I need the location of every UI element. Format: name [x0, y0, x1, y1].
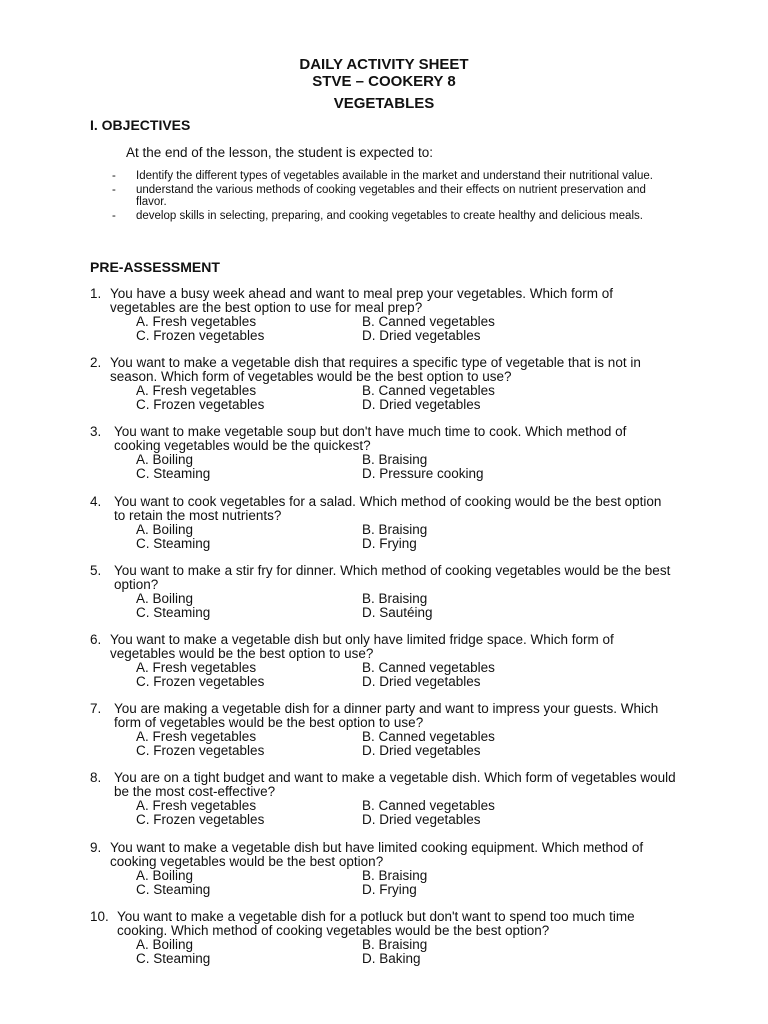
question-text-line1: You have a busy week ahead and want to meal prep your vegetables. Which form of — [110, 286, 614, 301]
option-b: B. Canned vegetables — [362, 798, 495, 813]
question-text-line1: You want to make a vegetable dish that requires a specific type of vegetable that is not in — [110, 355, 641, 370]
objectives-intro: At the end of the lesson, the student is expected to: — [126, 145, 433, 160]
option-b: B. Canned vegetables — [362, 660, 495, 675]
option-c: C. Frozen vegetables — [136, 328, 265, 343]
question-text-line1: You want to make a vegetable dish but have limited cooking equipment. Which method of — [110, 840, 644, 855]
question-text-line2: vegetables would be the best option to use? — [110, 646, 374, 661]
question-text-line2: be the most cost-effective? — [114, 784, 276, 799]
objectives-list — [0, 170, 768, 223]
option-d: D. Dried vegetables — [362, 812, 481, 827]
option-d: D. Dried vegetables — [362, 397, 481, 412]
sheet-subtitle: STVE – COOKERY 8 — [312, 73, 456, 90]
option-c: C. Frozen vegetables — [136, 743, 265, 758]
option-a: A. Boiling — [136, 452, 194, 467]
question-text-line2: cooking vegetables would be the best option? — [110, 854, 384, 869]
question-number: 7. — [90, 701, 102, 716]
option-b: B. Braising — [362, 868, 428, 883]
option-d: D. Dried vegetables — [362, 743, 481, 758]
question-item — [0, 841, 768, 903]
option-d: D. Pressure cooking — [362, 466, 484, 481]
question-text-line1: You are on a tight budget and want to make a vegetable dish. Which form of vegetables would — [114, 770, 676, 785]
question-text-line2: option? — [114, 577, 159, 592]
option-c: C. Steaming — [136, 951, 211, 966]
option-b: B. Canned vegetables — [362, 314, 495, 329]
option-d: D. Sautéing — [362, 605, 433, 620]
option-b: B. Braising — [362, 522, 428, 537]
option-a: A. Fresh vegetables — [136, 314, 257, 329]
question-number: 3. — [90, 424, 102, 439]
question-item — [0, 702, 768, 764]
question-text-line2: vegetables are the best option to use for meal prep? — [110, 300, 423, 315]
question-item — [0, 910, 768, 972]
option-d: D. Dried vegetables — [362, 674, 481, 689]
question-text-line1: You want to make a vegetable dish for a potluck but don't want to spend too much time — [117, 909, 635, 924]
question-text-line1: You want to make a stir fry for dinner. Which method of cooking vegetables would be the best — [114, 563, 671, 578]
option-d: D. Baking — [362, 951, 421, 966]
topic-title: VEGETABLES — [333, 95, 435, 112]
bullet-dash: - — [112, 170, 116, 182]
option-b: B. Braising — [362, 591, 428, 606]
option-c: C. Steaming — [136, 466, 211, 481]
question-item — [0, 633, 768, 695]
bullet-dash: - — [112, 209, 116, 222]
bullet-dash: - — [112, 183, 116, 196]
question-text-line2: to retain the most nutrients? — [114, 508, 282, 523]
question-text-line2: cooking vegetables would be the quickest? — [114, 438, 371, 453]
option-d: D. Frying — [362, 882, 417, 897]
option-c: C. Steaming — [136, 536, 211, 551]
option-a: A. Boiling — [136, 522, 194, 537]
option-a: A. Boiling — [136, 591, 194, 606]
objective-item — [0, 170, 676, 183]
question-text-line2: form of vegetables would be the best option to use? — [114, 715, 424, 730]
option-a: A. Fresh vegetables — [136, 660, 257, 675]
option-c: C. Steaming — [136, 882, 211, 897]
objective-text: develop skills in selecting, preparing, and cooking vegetables to create healthy and delicious meals. — [136, 209, 643, 222]
option-c: C. Frozen vegetables — [136, 674, 265, 689]
question-text-line1: You want to make vegetable soup but don't have much time to cook. Which method of — [114, 424, 627, 439]
question-number: 5. — [90, 563, 102, 578]
option-b: B. Braising — [362, 937, 428, 952]
option-b: B. Canned vegetables — [362, 729, 495, 744]
sheet-title: DAILY ACTIVITY SHEET — [299, 56, 469, 73]
objectives-heading: I. OBJECTIVES — [90, 117, 191, 133]
question-text-line1: You are making a vegetable dish for a dinner party and want to impress your guests. Which — [114, 701, 659, 716]
option-a: A. Boiling — [136, 868, 194, 883]
question-item — [0, 287, 768, 349]
option-a: A. Fresh vegetables — [136, 729, 257, 744]
question-item — [0, 425, 768, 487]
option-c: C. Steaming — [136, 605, 211, 620]
question-text-line1: You want to make a vegetable dish but only have limited fridge space. Which form of — [110, 632, 614, 647]
option-a: A. Fresh vegetables — [136, 383, 257, 398]
option-b: B. Canned vegetables — [362, 383, 495, 398]
question-number: 4. — [90, 494, 102, 509]
question-number: 2. — [90, 355, 102, 370]
option-d: D. Dried vegetables — [362, 328, 481, 343]
question-number: 1. — [90, 286, 102, 301]
objective-item — [0, 184, 676, 209]
question-number: 6. — [90, 632, 102, 647]
question-text-line2: cooking. Which method of cooking vegetables would be the best option? — [117, 923, 550, 938]
option-a: A. Boiling — [136, 937, 194, 952]
objective-text: understand the various methods of cooking vegetables and their effects on nutrient preservation and flavor. — [136, 183, 646, 208]
question-text-line1: You want to cook vegetables for a salad. Which method of cooking would be the best option — [114, 494, 662, 509]
question-item — [0, 495, 768, 557]
question-number: 10. — [90, 909, 109, 924]
option-c: C. Frozen vegetables — [136, 397, 265, 412]
option-a: A. Fresh vegetables — [136, 798, 257, 813]
question-number: 8. — [90, 770, 102, 785]
objective-text: Identify the different types of vegetables available in the market and understand their nutritional value. — [136, 170, 653, 182]
option-d: D. Frying — [362, 536, 417, 551]
question-text-line2: season. Which form of vegetables would be the best option to use? — [110, 369, 512, 384]
question-item — [0, 356, 768, 418]
question-item — [0, 564, 768, 626]
objective-item — [0, 210, 676, 223]
option-b: B. Braising — [362, 452, 428, 467]
question-item — [0, 771, 768, 833]
question-number: 9. — [90, 840, 102, 855]
option-c: C. Frozen vegetables — [136, 812, 265, 827]
pre-assessment-heading: PRE-ASSESSMENT — [90, 259, 220, 275]
